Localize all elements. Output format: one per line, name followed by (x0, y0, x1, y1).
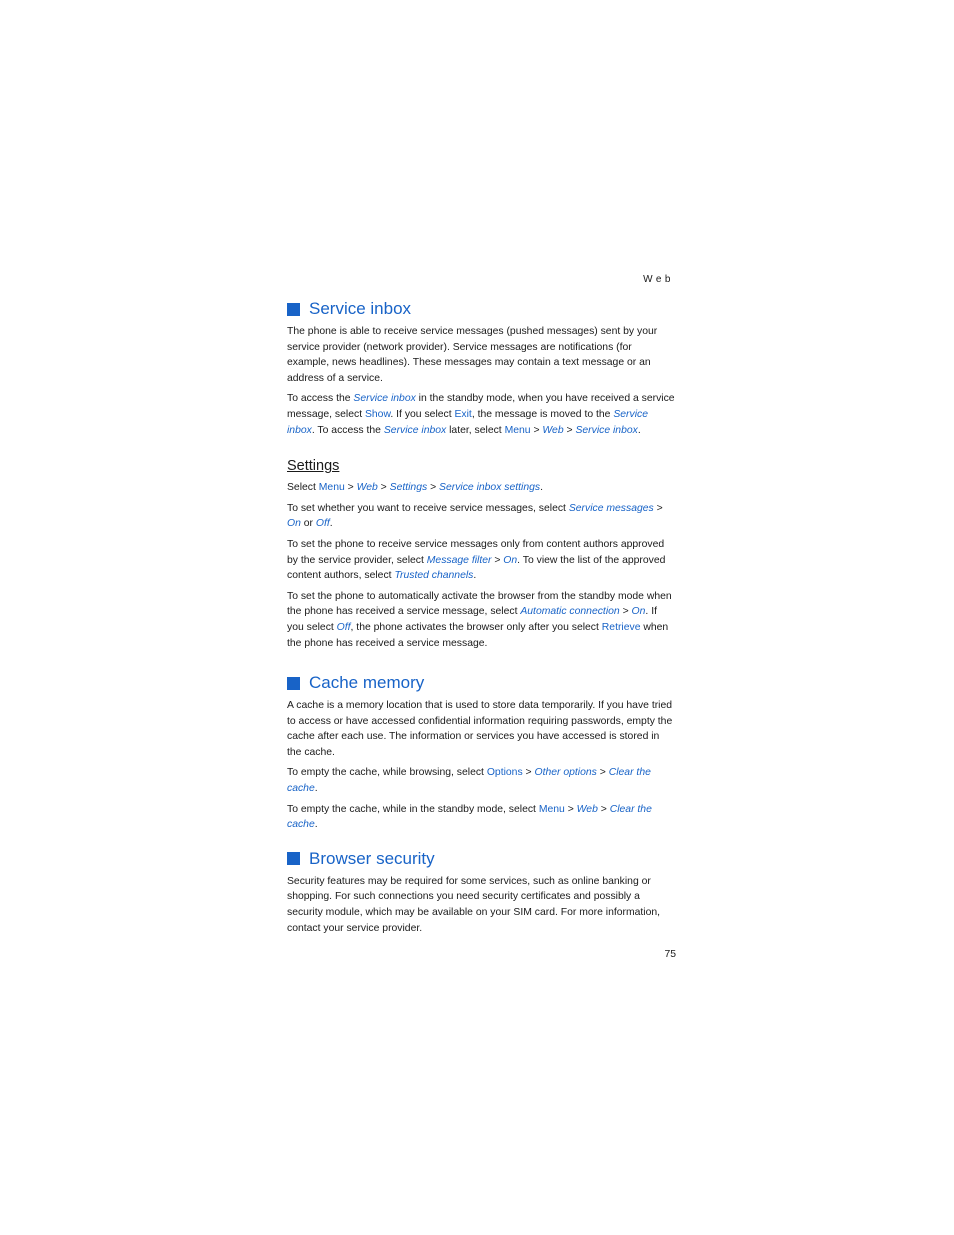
section-title: Cache memory (309, 673, 425, 693)
page-number: 75 (664, 949, 676, 960)
section-heading-service-inbox (287, 298, 676, 320)
paragraph: To set whether you want to receive service messages, select Service messages > On or Off. (287, 502, 663, 530)
paragraph: Security features may be required for some services, such as online banking or shopping. For such connections you need security certificates and possibly a security module, which may be available on your SIM card. For more information, contact your service provider. (287, 875, 661, 934)
paragraph: The phone is able to receive service messages (pushed messages) sent by your service provider (network provider). Service messages are notifications (for example, news headlines). These messages may contain a text message or an address of a service. (287, 326, 658, 384)
paragraph: Select Menu > Web > Settings > Service inbox settings. (287, 482, 543, 494)
square-bullet-icon (287, 677, 300, 690)
square-bullet-icon (287, 852, 300, 865)
section-heading-browser-security (287, 848, 676, 870)
sub-heading-settings: Settings (287, 458, 340, 475)
running-header: Web (643, 274, 674, 285)
paragraph: To access the Service inbox in the standby mode, when you have received a service message, select Show. If you select Exit, the message is moved to the Service inbox. To access the Service inbox later, select Menu > Web > Service inbox. (287, 393, 675, 436)
paragraph: A cache is a memory location that is used to store data temporarily. If you have tried to access or have accessed confidential information requiring passwords, empty the cache after each use. The information or services you have accessed is stored in the cache. (287, 700, 673, 758)
paragraph: To empty the cache, while in the standby mode, select Menu > Web > Clear the cache. (287, 803, 652, 831)
paragraph: To empty the cache, while browsing, select Options > Other options > Clear the cache. (287, 767, 651, 795)
paragraph: To set the phone to receive service messages only from content authors approved by the service provider, select Message filter > On. To view the list of the approved content authors, select Trusted channels. (287, 538, 666, 582)
section-title: Browser security (309, 848, 435, 868)
section-heading-cache-memory (287, 672, 676, 694)
paragraph: To set the phone to automatically activate the browser from the standby mode when the phone has received a service message, select Automatic connection > On. If you select Off, the phone activates the browser only after you select Retrieve when the phone has received a service message. (287, 590, 672, 649)
page-content (287, 298, 676, 941)
section-title: Service inbox (309, 299, 412, 318)
square-bullet-icon (287, 303, 300, 316)
